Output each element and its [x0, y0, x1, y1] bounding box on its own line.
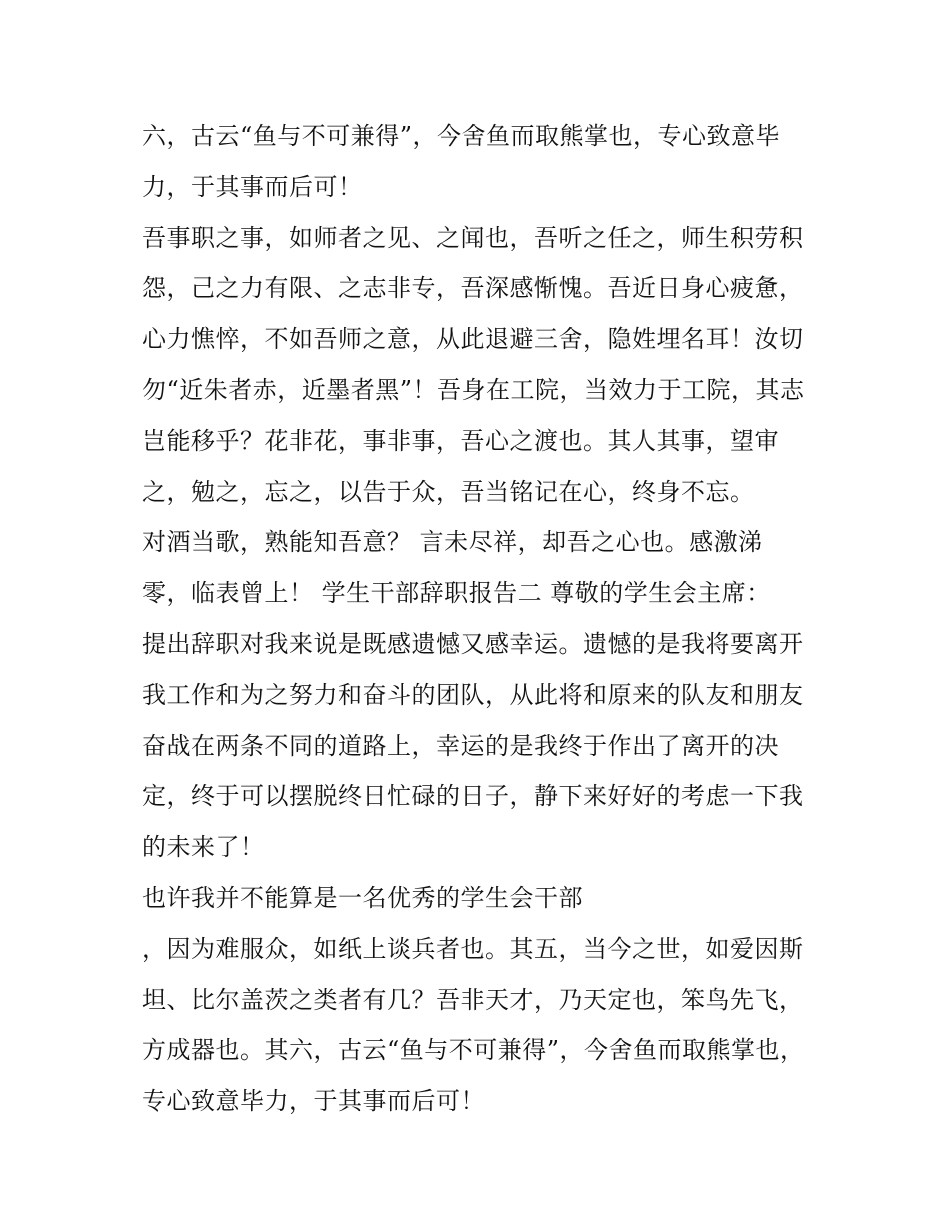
- text-line-10: 零，临表曾上！ 学生干部辞职报告二 尊敬的学生会主席：: [142, 579, 771, 608]
- text-line-5: 心力憔悴，不如吾师之意，从此退避三舍，隐姓埋名耳！汝切: [142, 325, 804, 354]
- text-line-7: 岂能移乎？花非花，事非事，吾心之渡也。其人其事，望审: [142, 426, 779, 455]
- document-text-body: [142, 111, 822, 1127]
- text-line-14: 定，终于可以摆脱终日忙碌的日子，静下来好好的考虑一下我: [142, 782, 804, 811]
- text-line-19: 方成器也。其六，古云“鱼与不可兼得”，今舍鱼而取熊掌也，: [142, 1036, 805, 1065]
- text-line-11: 提出辞职对我来说是既感遗憾又感幸运。遗憾的是我将要离开: [142, 629, 804, 658]
- text-line-1: 六，古云“鱼与不可兼得”，今舍鱼而取熊掌也，专心致意毕: [142, 122, 781, 150]
- text-line-3: 吾事职之事，如师者之见、之闻也，吾听之任之，师生积劳积: [142, 223, 804, 252]
- text-line-6: 勿“近朱者赤，近墨者黑”！吾身在工院，当效力于工院，其志: [142, 375, 805, 404]
- text-line-20: 专心致意毕力，于其事而后可！: [142, 1087, 485, 1116]
- text-line-2: 力，于其事而后可！: [142, 172, 363, 201]
- text-line-17: ，因为难服众，如纸上谈兵者也。其五，当今之世，如爱因斯: [142, 934, 804, 963]
- text-line-13: 奋战在两条不同的道路上，幸运的是我终于作出了离开的决: [142, 731, 779, 760]
- text-line-12: 我工作和为之努力和奋斗的团队，从此将和原来的队友和朋友: [142, 680, 804, 709]
- text-line-15: 的未来了！: [142, 833, 265, 862]
- text-line-18: 坦、比尔盖茨之类者有几？吾非天才，乃天定也，笨鸟先飞，: [142, 985, 804, 1014]
- text-line-8: 之，勉之，忘之，以告于众，吾当铭记在心，终身不忘。: [142, 477, 755, 506]
- text-line-4: 怨，己之力有限、之志非专，吾深感惭愧。吾近日身心疲惫，: [142, 274, 804, 303]
- text-line-16: 也许我并不能算是一名优秀的学生会干部: [142, 883, 583, 912]
- text-line-9: 对酒当歌，熟能知吾意？ 言未尽祥，却吾之心也。感激涕: [142, 528, 763, 557]
